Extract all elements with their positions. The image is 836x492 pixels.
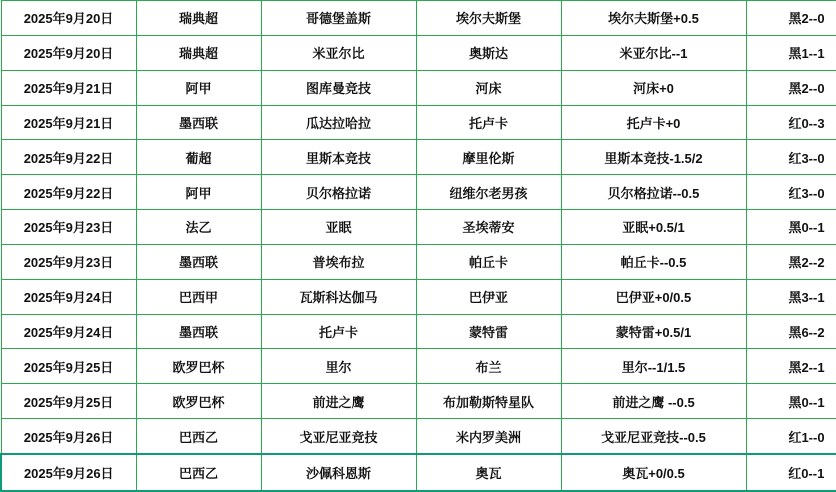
cell-league: 阿甲 (136, 175, 261, 210)
cell-score: 黑2--1 (746, 349, 836, 384)
table-row (1, 244, 836, 279)
cell-handicap: 戈亚尼亚竞技--0.5 (561, 419, 746, 455)
cell-handicap: 巴伊亚+0/0.5 (561, 279, 746, 314)
cell-away-team: 巴伊亚 (416, 279, 561, 314)
cell-date: 2025年9月23日 (1, 210, 136, 245)
cell-league: 巴西甲 (136, 279, 261, 314)
cell-score: 黑2--0 (746, 70, 836, 105)
cell-away-team: 布兰 (416, 349, 561, 384)
cell-home-team: 托卢卡 (261, 314, 416, 349)
cell-home-team: 里尔 (261, 349, 416, 384)
cell-date: 2025年9月26日 (1, 419, 136, 455)
cell-league: 巴西乙 (136, 419, 261, 455)
cell-date: 2025年9月25日 (1, 349, 136, 384)
cell-home-team: 瓦斯科达伽马 (261, 279, 416, 314)
cell-away-team: 米内罗美洲 (416, 419, 561, 455)
cell-league: 墨西联 (136, 244, 261, 279)
cell-date: 2025年9月24日 (1, 314, 136, 349)
cell-away-team: 纽维尔老男孩 (416, 175, 561, 210)
cell-score: 红3--0 (746, 175, 836, 210)
cell-league: 瑞典超 (136, 1, 261, 36)
cell-handicap: 米亚尔比--1 (561, 35, 746, 70)
cell-league: 瑞典超 (136, 35, 261, 70)
cell-home-team: 贝尔格拉诺 (261, 175, 416, 210)
cell-date: 2025年9月20日 (1, 1, 136, 36)
table-body (1, 1, 836, 492)
cell-handicap: 埃尔夫斯堡+0.5 (561, 1, 746, 36)
cell-away-team: 布加勒斯特星队 (416, 384, 561, 419)
cell-home-team: 沙佩科恩斯 (261, 454, 416, 491)
cell-date: 2025年9月25日 (1, 384, 136, 419)
cell-score: 红1--0 (746, 419, 836, 455)
table-row (1, 210, 836, 245)
cell-date: 2025年9月24日 (1, 279, 136, 314)
table-row (1, 314, 836, 349)
cell-league: 葡超 (136, 140, 261, 175)
cell-away-team: 奥瓦 (416, 454, 561, 491)
cell-home-team: 哥德堡盖斯 (261, 1, 416, 36)
cell-handicap: 亚眠+0.5/1 (561, 210, 746, 245)
table-row (1, 384, 836, 419)
cell-league: 欧罗巴杯 (136, 384, 261, 419)
cell-handicap: 里斯本竞技-1.5/2 (561, 140, 746, 175)
table-row (1, 419, 836, 455)
cell-home-team: 瓜达拉哈拉 (261, 105, 416, 140)
cell-home-team: 亚眠 (261, 210, 416, 245)
cell-date: 2025年9月21日 (1, 105, 136, 140)
cell-handicap: 前进之鹰 --0.5 (561, 384, 746, 419)
cell-away-team: 托卢卡 (416, 105, 561, 140)
cell-league: 巴西乙 (136, 454, 261, 491)
table-row (1, 349, 836, 384)
cell-home-team: 戈亚尼亚竞技 (261, 419, 416, 455)
cell-score: 黑0--1 (746, 210, 836, 245)
cell-handicap: 奥瓦+0/0.5 (561, 454, 746, 491)
cell-league: 欧罗巴杯 (136, 349, 261, 384)
cell-score: 黑3--1 (746, 279, 836, 314)
cell-home-team: 里斯本竞技 (261, 140, 416, 175)
table-row (1, 35, 836, 70)
table-row (1, 105, 836, 140)
cell-date: 2025年9月23日 (1, 244, 136, 279)
cell-home-team: 米亚尔比 (261, 35, 416, 70)
cell-handicap: 贝尔格拉诺--0.5 (561, 175, 746, 210)
cell-score: 黑1--1 (746, 35, 836, 70)
cell-score: 黑2--0 (746, 1, 836, 36)
cell-score: 红3--0 (746, 140, 836, 175)
cell-league: 法乙 (136, 210, 261, 245)
cell-date: 2025年9月26日 (1, 454, 136, 491)
cell-away-team: 奥斯达 (416, 35, 561, 70)
cell-handicap: 里尔--1/1.5 (561, 349, 746, 384)
table-row (1, 1, 836, 36)
cell-score: 黑2--2 (746, 244, 836, 279)
cell-away-team: 蒙特雷 (416, 314, 561, 349)
table-row (1, 279, 836, 314)
cell-handicap: 帕丘卡--0.5 (561, 244, 746, 279)
cell-away-team: 埃尔夫斯堡 (416, 1, 561, 36)
cell-handicap: 河床+0 (561, 70, 746, 105)
cell-home-team: 前进之鹰 (261, 384, 416, 419)
cell-date: 2025年9月22日 (1, 175, 136, 210)
cell-league: 阿甲 (136, 70, 261, 105)
cell-handicap: 蒙特雷+0.5/1 (561, 314, 746, 349)
cell-score: 黑6--2 (746, 314, 836, 349)
cell-score: 红0--1 (746, 454, 836, 491)
cell-away-team: 河床 (416, 70, 561, 105)
cell-away-team: 帕丘卡 (416, 244, 561, 279)
cell-home-team: 普埃布拉 (261, 244, 416, 279)
table-row (1, 70, 836, 105)
cell-home-team: 图库曼竞技 (261, 70, 416, 105)
cell-away-team: 摩里伦斯 (416, 140, 561, 175)
cell-date: 2025年9月20日 (1, 35, 136, 70)
cell-score: 红0--3 (746, 105, 836, 140)
table-row (1, 140, 836, 175)
cell-date: 2025年9月22日 (1, 140, 136, 175)
cell-away-team: 圣埃蒂安 (416, 210, 561, 245)
table-row (1, 454, 836, 491)
cell-handicap: 托卢卡+0 (561, 105, 746, 140)
cell-league: 墨西联 (136, 314, 261, 349)
cell-date: 2025年9月21日 (1, 70, 136, 105)
table-row (1, 175, 836, 210)
cell-league: 墨西联 (136, 105, 261, 140)
cell-score: 黑0--1 (746, 384, 836, 419)
